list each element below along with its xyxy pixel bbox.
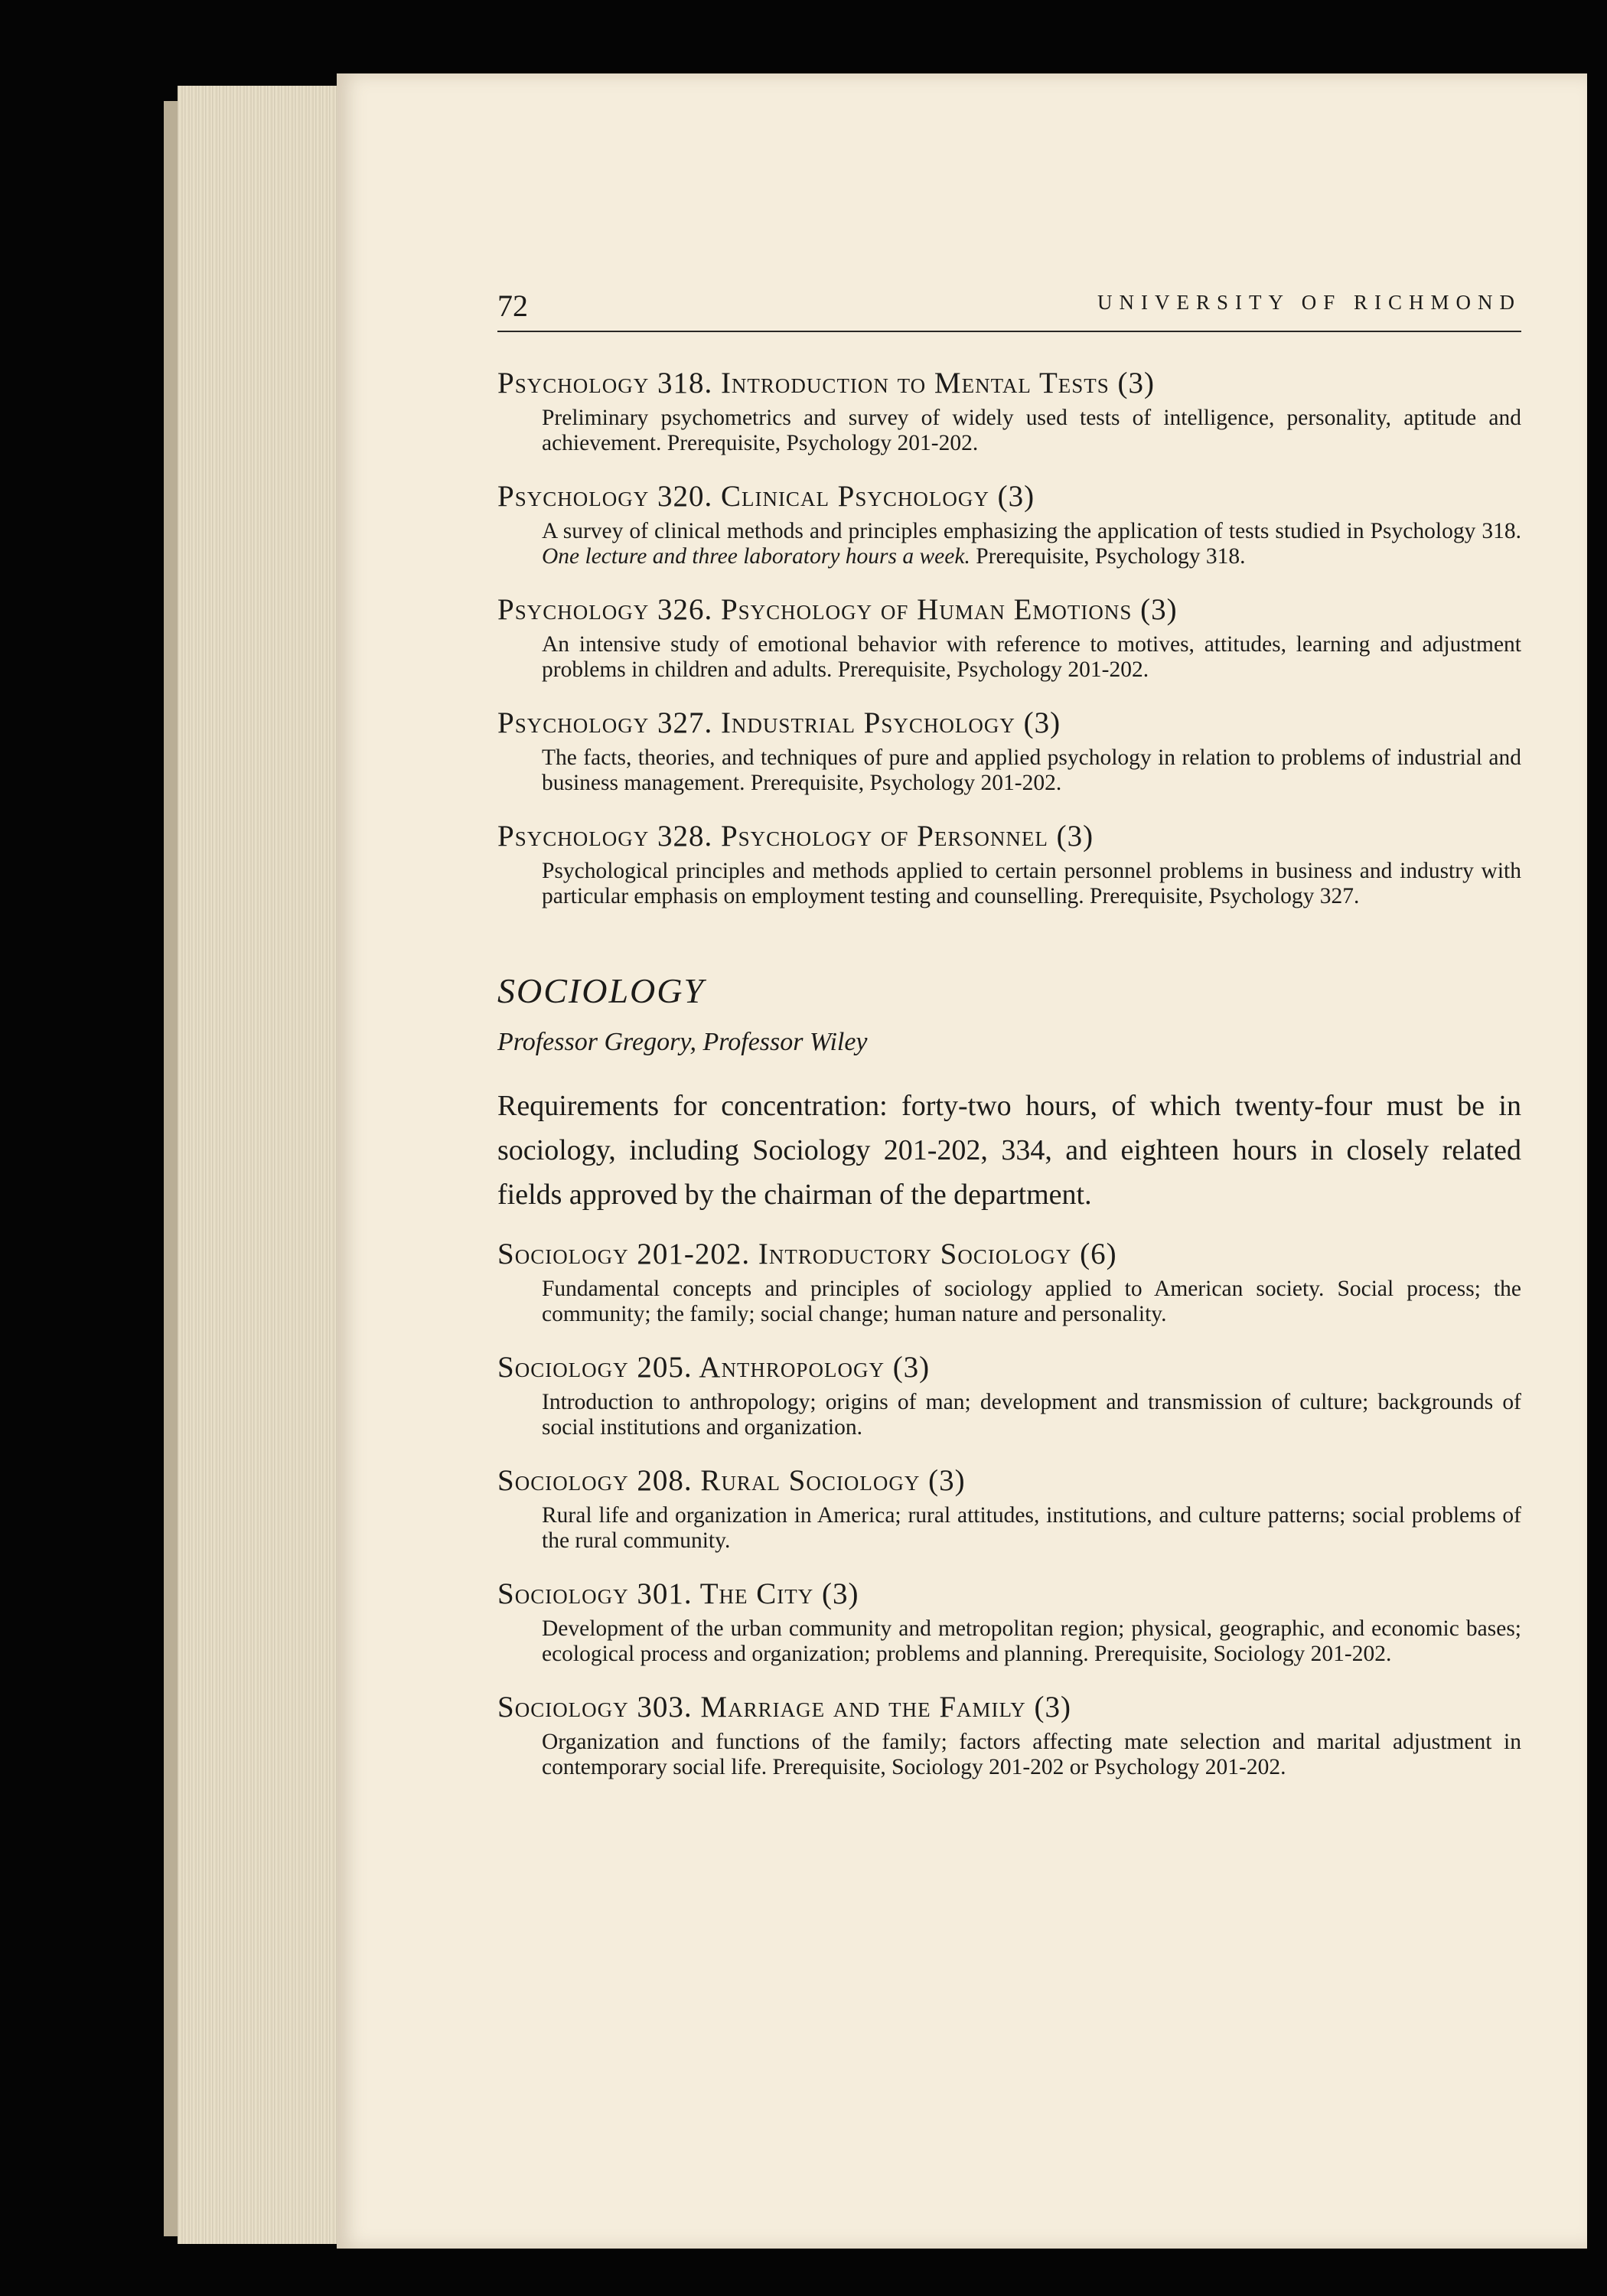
- course-entry: [497, 479, 1521, 569]
- course-entry: [497, 592, 1521, 683]
- course-description: The facts, theories, and techniques of pure and applied psychology in relation to problems of industrial and business management. Prerequisite, Psychology 201-202.: [542, 745, 1521, 795]
- course-title: Sociology 208. Rural Sociology (3): [497, 1464, 966, 1497]
- course-description: Rural life and organization in America; rural attitudes, institutions, and culture patterns; social problems of the rural community.: [542, 1503, 1521, 1553]
- course-entry: [497, 1463, 1521, 1554]
- concentration-requirements: Requirements for concentration: forty-two hours, of which twenty-four must be in sociology, including Sociology 201-202, 334, and eighteen hours in closely related fields approved by the chairman of the department.: [497, 1090, 1521, 1211]
- course-description: Preliminary psychometrics and survey of widely used tests of intelligence, personality, aptitude and achievement. Prerequisite, Psychology 201-202.: [542, 406, 1521, 455]
- course-description: Development of the urban community and metropolitan region; physical, geographic, and economic bases; ecological process and organization; problems and planning. Prerequisite, Sociology 201-202.: [542, 1616, 1521, 1666]
- course-title: Sociology 303. Marriage and the Family (3): [497, 1691, 1072, 1724]
- course-title: Sociology 201-202. Introductory Sociology (6): [497, 1238, 1117, 1270]
- course-prerequisite: Prerequisite, Psychology 318.: [970, 544, 1246, 569]
- course-description: [542, 519, 1521, 569]
- sociology-course-list: [497, 1237, 1521, 1780]
- faculty-line: Professor Gregory, Professor Wiley: [497, 1028, 868, 1056]
- page-content: [497, 283, 1521, 1780]
- course-entry: [497, 1350, 1521, 1440]
- course-title: Psychology 327. Industrial Psychology (3): [497, 706, 1061, 739]
- course-hours-note: One lecture and three laboratory hours a week.: [542, 544, 970, 569]
- course-entry: [497, 366, 1521, 456]
- course-description: Introduction to anthropology; origins of man; development and transmission of culture; backgrounds of social institutions and organization.: [542, 1390, 1521, 1440]
- course-description-text: A survey of clinical methods and principles emphasizing the application of tests studied in Psychology 318.: [542, 519, 1521, 543]
- course-title: Psychology 320. Clinical Psychology (3): [497, 480, 1035, 513]
- course-entry: [497, 819, 1521, 909]
- course-description: Fundamental concepts and principles of sociology applied to American society. Social process; the community; the family; social change; human nature and personality.: [542, 1277, 1521, 1326]
- course-entry: [497, 1237, 1521, 1327]
- page-number: 72: [497, 289, 528, 323]
- course-entry: [497, 1690, 1521, 1780]
- running-title: UNIVERSITY OF RICHMOND: [1097, 291, 1521, 314]
- course-description: Psychological principles and methods applied to certain personnel problems in business and industry with particular emphasis on employment testing and counselling. Prerequisite, Psychology 327.: [542, 859, 1521, 908]
- page-header: [497, 283, 1521, 332]
- course-title: Psychology 318. Introduction to Mental Tests (3): [497, 367, 1156, 400]
- course-entry: [497, 706, 1521, 796]
- course-title: Sociology 205. Anthropology (3): [497, 1351, 931, 1384]
- course-description: Organization and functions of the family; factors affecting mate selection and marital adjustment in contemporary social life. Prerequisite, Sociology 201-202 or Psychology 201-202.: [542, 1730, 1521, 1779]
- course-entry: [497, 1577, 1521, 1667]
- course-title: Psychology 328. Psychology of Personnel (3): [497, 820, 1094, 853]
- book-page-edges: [178, 86, 354, 2244]
- psychology-course-list: [497, 366, 1521, 909]
- course-title: Sociology 301. The City (3): [497, 1577, 859, 1610]
- course-description: An intensive study of emotional behavior with reference to motives, attitudes, learning and adjustment problems in children and adults. Prerequisite, Psychology 201-202.: [542, 632, 1521, 682]
- course-title: Psychology 326. Psychology of Human Emotions (3): [497, 593, 1178, 626]
- section-heading: SOCIOLOGY: [497, 971, 706, 1010]
